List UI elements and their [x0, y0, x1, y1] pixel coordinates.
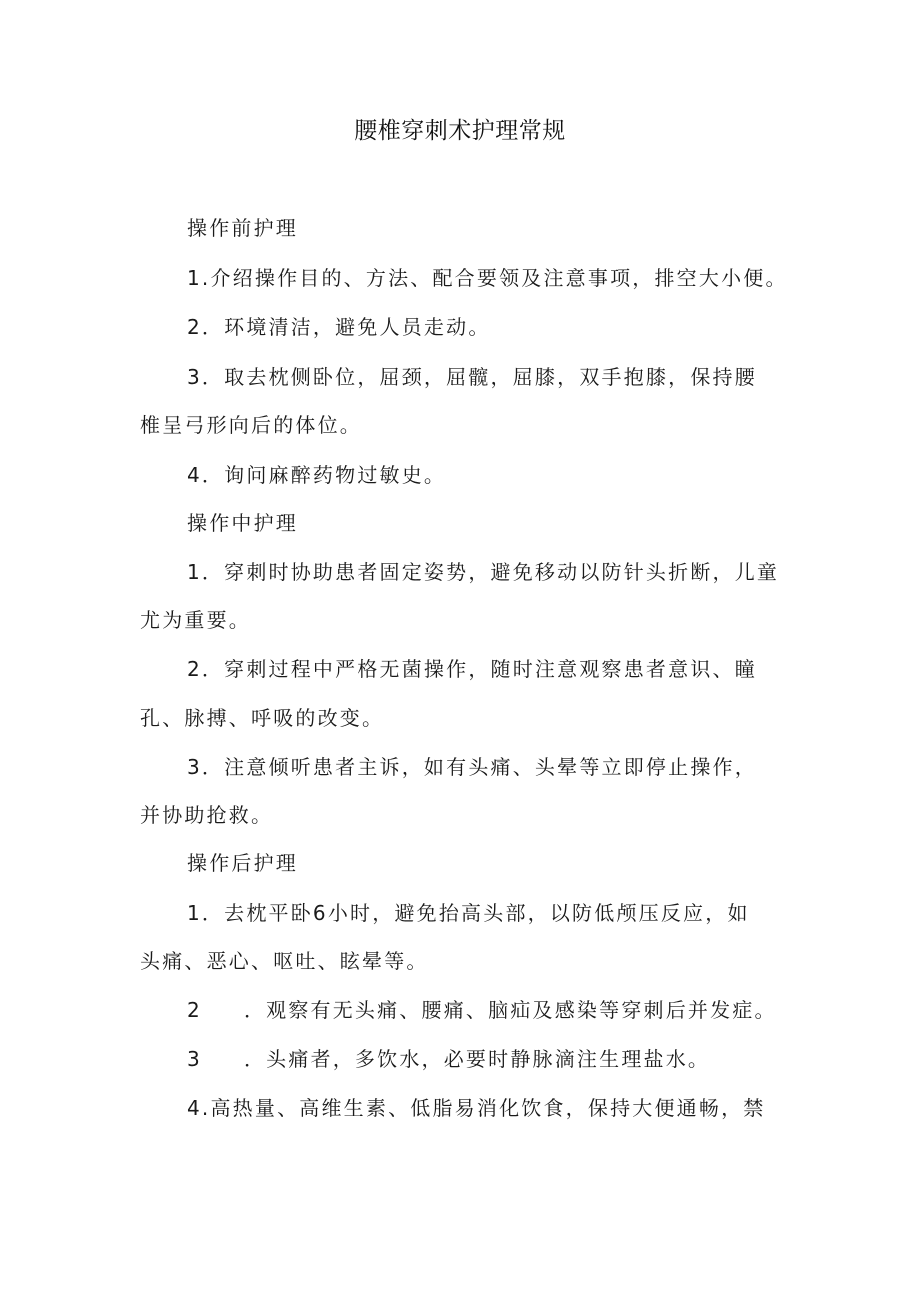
post-item-4: 4.高热量、高维生素、低脂易消化饮食，保持大便通畅，禁	[187, 1096, 766, 1120]
post-item-3-number: 3	[187, 1047, 202, 1071]
during-item-1: 1．穿刺时协助患者固定姿势，避免移动以防针头折断，儿童	[187, 560, 780, 584]
post-item-1: 1．去枕平卧6小时，避免抬高头部，以防低颅压反应，如	[187, 901, 750, 925]
pre-item-4: 4．询问麻醉药物过敏史。	[187, 463, 447, 487]
during-item-3: 3．注意倾听患者主诉，如有头痛、头晕等立即停止操作，	[187, 755, 757, 779]
pre-item-3-continued: 椎呈弓形向后的体位。	[140, 413, 362, 437]
section-heading-pre: 操作前护理	[187, 216, 298, 240]
post-item-3	[187, 1043, 710, 1072]
pre-item-2: 2．环境清洁，避免人员走动。	[187, 315, 491, 339]
during-item-2: 2．穿刺过程中严格无菌操作，随时注意观察患者意识、瞳	[187, 657, 757, 681]
post-item-1-continued: 头痛、恶心、呕吐、眩晕等。	[140, 949, 429, 973]
during-item-2-continued: 孔、脉搏、呼吸的改变。	[140, 706, 385, 730]
post-item-2	[187, 994, 777, 1023]
section-heading-during: 操作中护理	[187, 511, 298, 535]
section-heading-post: 操作后护理	[187, 851, 298, 875]
document-title: 腰椎穿刺术护理常规	[354, 118, 566, 144]
pre-item-3: 3．取去枕侧卧位，屈颈，屈髋，屈膝，双手抱膝，保持腰	[187, 365, 757, 389]
post-item-2-text: ．观察有无头痛、腰痛、脑疝及感染等穿刺后并发症。	[243, 998, 777, 1022]
pre-item-1: 1.介绍操作目的、方法、配合要领及注意事项，排空大小便。	[187, 266, 788, 290]
post-item-3-text: ．头痛者，多饮水，必要时静脉滴注生理盐水。	[243, 1047, 711, 1071]
post-item-2-number: 2	[187, 998, 202, 1022]
during-item-1-continued: 尤为重要。	[140, 608, 251, 632]
during-item-3-continued: 并协助抢救。	[140, 803, 274, 827]
